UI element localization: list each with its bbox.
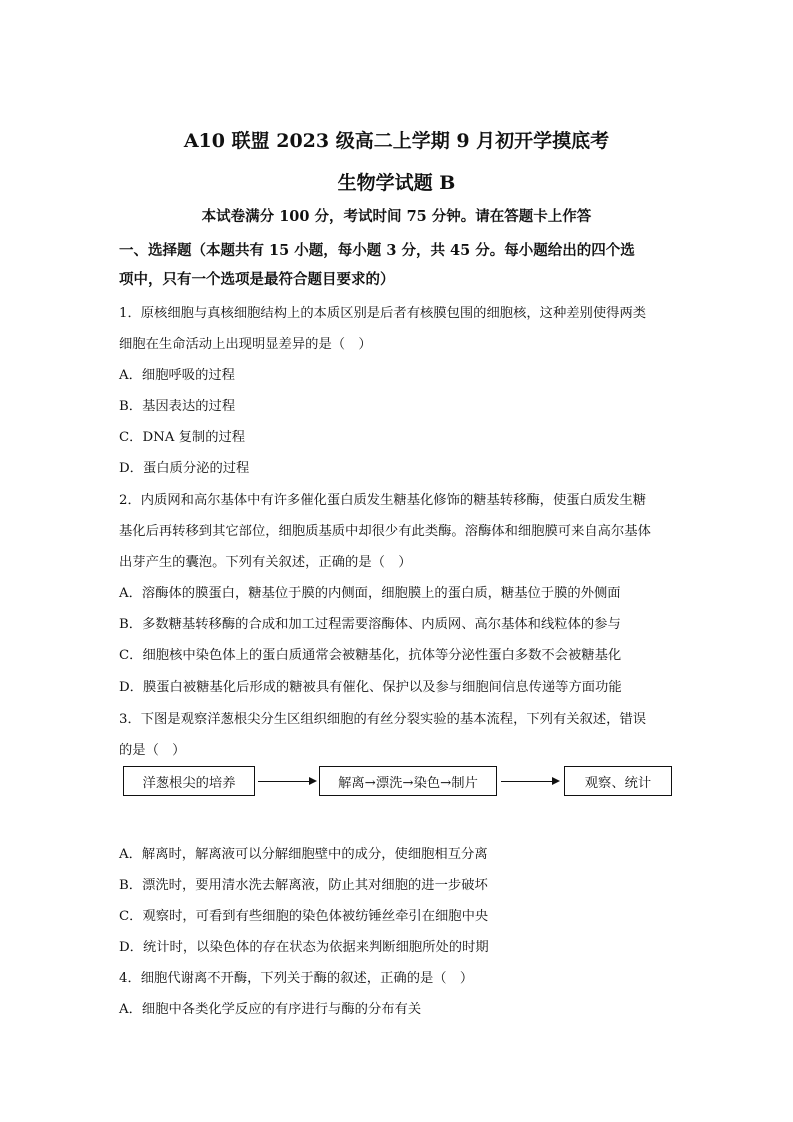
flow-arrow-1 [258,781,315,782]
section-heading-line1: 一、选择题（本题共有 15 小题，每小题 3 分，共 45 分。每小题给出的四个选 [119,242,635,259]
exam-note: 本试卷满分 100 分，考试时间 75 分钟。请在答题卡上作答 [201,208,592,225]
q3-option-b: B．漂洗时，要用清水洗去解离液，防止其对细胞的进一步破坏 [119,878,488,893]
flow-step-culture: 洋葱根尖的培养 [123,766,255,796]
exam-subtitle: 生物学试题 B [337,172,456,194]
q4-option-a: A．细胞中各类化学反应的有序进行与酶的分布有关 [119,1002,422,1017]
q4-stem-line1: 4．细胞代谢离不开酶，下列关于酶的叙述，正确的是（ ） [119,971,474,986]
q3-stem-line2: 的是（ ） [119,743,186,758]
q2-option-d: D．膜蛋白被糖基化后形成的糖被具有催化、保护以及参与细胞间信息传递等方面功能 [119,680,622,695]
q2-option-c: C．细胞核中染色体上的蛋白质通常会被糖基化，抗体等分泌性蛋白多数不会被糖基化 [119,648,622,663]
q3-option-d: D．统计时，以染色体的存在状态为依据来判断细胞所处的时期 [119,940,489,955]
exam-title: A10 联盟 2023 级高二上学期 9 月初开学摸底考 [183,130,610,152]
q1-option-a: A．细胞呼吸的过程 [119,368,235,383]
q2-stem-line2: 基化后再转移到其它部位，细胞质基质中却很少有此类酶。溶酶体和细胞膜可来自高尔基体 [119,524,651,539]
q1-option-c: C．DNA 复制的过程 [119,430,246,445]
flow-step-prepare: 解离→漂洗→染色→制片 [319,766,497,796]
section-heading-line2: 项中，只有一个选项是最符合题目要求的） [119,271,395,288]
q3-option-c: C．观察时，可看到有些细胞的染色体被纺锤丝牵引在细胞中央 [119,909,489,924]
q2-option-b: B．多数糖基转移酶的合成和加工过程需要溶酶体、内质网、高尔基体和线粒体的参与 [119,617,621,632]
q2-stem-line3: 出芽产生的囊泡。下列有关叙述，正确的是（ ） [119,555,412,570]
q1-option-b: B．基因表达的过程 [119,399,236,414]
experiment-flowchart [123,766,673,798]
q3-option-a: A．解离时，解离液可以分解细胞壁中的成分，使细胞相互分离 [119,847,488,862]
flow-arrow-2 [501,781,558,782]
q1-stem-line2: 细胞在生命活动上出现明显差异的是（ ） [119,337,372,352]
q1-stem-line1: 1．原核细胞与真核细胞结构上的本质区别是后者有核膜包围的细胞核，这种差别使得两类 [119,306,647,321]
q2-stem-line1: 2．内质网和高尔基体中有许多催化蛋白质发生糖基化修饰的糖基转移酶，使蛋白质发生糖 [119,493,647,508]
q3-stem-line1: 3．下图是观察洋葱根尖分生区组织细胞的有丝分裂实验的基本流程，下列有关叙述，错误 [119,712,647,727]
q2-option-a: A．溶酶体的膜蛋白，糖基位于膜的内侧面，细胞膜上的蛋白质，糖基位于膜的外侧面 [119,586,621,601]
flow-step-observe: 观察、统计 [564,766,672,796]
q1-option-d: D．蛋白质分泌的过程 [119,461,250,476]
